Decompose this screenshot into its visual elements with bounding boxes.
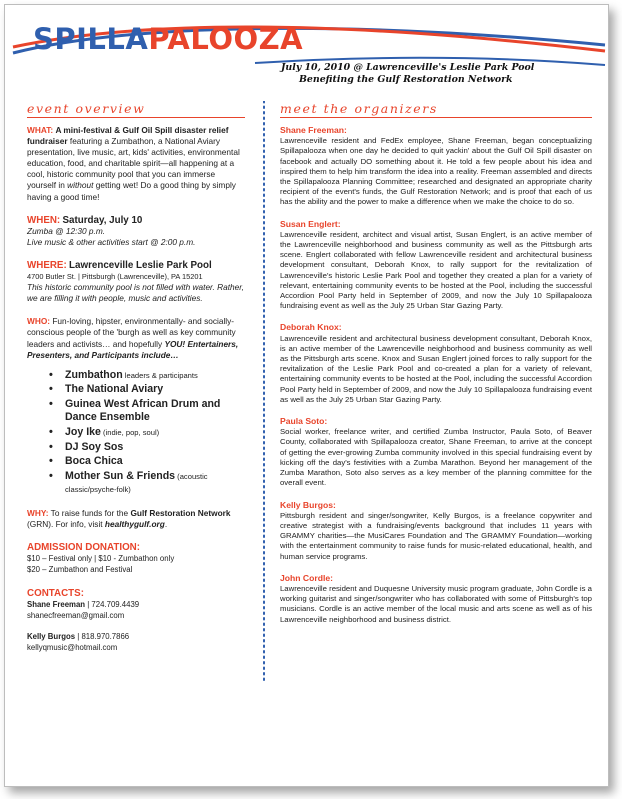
list-item: • Joy Ike (indie, pop, soul) (65, 426, 245, 440)
event-overview-column (27, 101, 245, 653)
organizer-paula-soto (280, 416, 592, 488)
where-note: This historic community pool is not filled with water. Rather, we are filling it with people, music and activities. (27, 282, 244, 304)
healthygulf-link[interactable]: healthygulf.org (104, 519, 165, 530)
contact-1-phone: | 724.709.4439 (85, 599, 140, 609)
what-bold: A mini-festival & Gulf Oil Spill disaster relief fundraiser (27, 125, 229, 147)
who-block (27, 316, 245, 360)
performer-list (27, 369, 245, 497)
list-item: • Boca Chica (65, 455, 245, 469)
contact-1-name: Shane Freeman (27, 599, 86, 609)
contacts-block (27, 588, 245, 653)
why-text-2: (GRN). For info, visit (27, 519, 105, 530)
what-label: WHAT: (27, 125, 54, 135)
why-block: WHY: To raise funds for the Gulf Restoration Network (GRN). For info, visit healthygulf.org. (27, 508, 231, 530)
where-label: WHERE: (27, 259, 67, 271)
where-value: Lawrenceville Leslie Park Pool (69, 259, 212, 271)
contact-2-phone: | 818.970.7866 (75, 631, 130, 641)
organizer-name: Deborah Knox: (280, 322, 342, 333)
organizer-name: Paula Soto: (280, 416, 328, 427)
why-text: To raise funds for the (48, 508, 131, 519)
organizer-deborah-knox (280, 322, 592, 405)
list-item: • The National Aviary (65, 383, 245, 397)
logo-part-1: SPILLA (33, 22, 149, 56)
who-text: Fun-loving, hipster, environmentally- and socially-conscious people of the 'burgh as well as key community leaders and activists… and hopefully (27, 316, 236, 349)
list-item: • Zumbathon leaders & participants (65, 369, 245, 383)
header (5, 5, 608, 105)
section-title-overview: event overview (27, 101, 245, 118)
organizer-bio: Pittsburgh resident and singer/songwriter, Kelly Burgos, is a freelance copywriter and creative strategist with a fundraising/events background that includes 11 years with GRAMMY charities—the MusiCares Foundation and The GRAMMY Foundation—working with the entertainment community to raise funds for music-related educational, health, and human service programs. (280, 510, 592, 561)
organizer-susan-englert (280, 219, 592, 312)
contact-1-email[interactable]: shanecfreeman@gmail.com (27, 610, 125, 620)
contact-2-name: Kelly Burgos (27, 631, 76, 641)
where-block (27, 260, 245, 304)
when-block (27, 215, 245, 248)
organizer-name: John Cordle: (280, 572, 333, 583)
column-divider (262, 101, 266, 683)
who-bold: YOU! Entertainers, Presenters, and Participants include… (27, 338, 239, 360)
logo-part-2: PALOOZA (148, 22, 304, 56)
when-label: WHEN: (27, 214, 61, 226)
admission-line-1: $10 – Festival only | $10 - Zumbathon only (27, 554, 175, 564)
when-line-2: Live music & other activities start @ 2:00 p.m. (27, 236, 196, 247)
organizer-bio: Lawrenceville resident and architectural business development consultant, Deborah Knox, is an active member of the Lawrenceville neighborhood and business community as well as the Pittsburgh arts scene. Knox and Susan Englert joined forces to rally support for the revitalization of the Leslie Park Pool and co-created a plan for a variety of relevant, entertaining community events to be hosted at the Pool, including the successful Accordion Pool Party held in September of 2009, and now the July 10 Spillapalooza fundraising event as well as the July 25 Urban Star Gazing Party. (280, 333, 592, 404)
why-label: WHY: (27, 508, 49, 519)
organizer-name: Kelly Burgos: (280, 499, 336, 510)
tagline-line-2: Benefiting the Gulf Restoration Network (299, 74, 513, 85)
what-text-2: getting wet! Do a good thing by simply having a good time! (27, 180, 236, 202)
where-address: 4700 Butler St. | Pittsburgh (Lawrenceville), PA 15201 (27, 272, 203, 282)
list-item: • Guinea West African Drum and Dance Ensemble (65, 398, 245, 425)
admission-label: ADMISSION DONATION: (27, 542, 141, 554)
list-item: • Mother Sun & Friends (acoustic classic/psyche-folk) (65, 470, 245, 497)
organizer-bio: Lawrenceville resident, architect and visual artist, Susan Englert, is an active member of the Lawrenceville neighborhood and business community as well as the Pittsburgh arts scene. Englert collaborated with fellow Lawrenceville resident and architectural business development consultant, Deborah Knox, to rally support for the revitalization of Lawrenceville's historic Leslie Park Pool and together they created a plan for a variety of relevant, entertaining community events to be hosted at the Pool, including the successful Accordion Pool Party held in September of 2009, and now the July 10 Spillapalooza fundraising event as well as the July 25 Urban Star Gazing Party. (280, 229, 592, 311)
organizer-bio: Social worker, freelance writer, and certified Zumba Instructor, Paula Soto, of Beaver County, collaborated with Spillapalooza creator, Shane Freeman, to arrive at the concept of getting the ever-growing Zumba community involved in this special fundraising event by kicking off the day's festivities with a Zumba Marathon. Beyond her management of the Zumba Marathon, Soto also serves as a key member of the planning committee for the overall event. (280, 427, 592, 488)
organizer-shane-freeman (280, 125, 592, 208)
who-label: WHO: (27, 316, 51, 327)
event-logo (33, 23, 303, 55)
admission-block (27, 542, 245, 575)
organizer-name: Shane Freeman: (280, 125, 347, 135)
organizer-bio: Lawrenceville resident and Duquesne University music program graduate, John Cordle is a working guitarist and singer/songwriter who has collaborated with some of Pittsburgh's top musicians. Cordle is an active member of the local music and arts scene as well as of his Lawrenceville neighborhood and business district. (280, 583, 592, 624)
contacts-label: CONTACTS: (27, 587, 84, 599)
when-value: Saturday, July 10 (62, 214, 143, 226)
what-text: featuring a Zumbathon, a National Aviary presentation, live music, art, kids' activities, environmental education, food, and charitable spirit—all happening at a cool, historic community pool that you can immerse yourself in (27, 136, 240, 191)
organizer-name: Susan Englert: (280, 218, 341, 229)
tagline (281, 62, 591, 86)
contact-2-email[interactable]: kellyqmusic@hotmail.com (27, 642, 118, 652)
why-bold: Gulf Restoration Network (130, 508, 231, 519)
section-title-organizers: meet the organizers (280, 101, 592, 118)
organizers-column (280, 101, 592, 636)
what-block (27, 125, 245, 203)
when-line-1: Zumba @ 12:30 p.m. (27, 225, 106, 236)
admission-line-2: $20 – Zumbathon and Festival (27, 565, 133, 575)
flyer-page (4, 4, 609, 787)
list-item: • DJ Soy Sos (65, 441, 245, 455)
what-italic: without (67, 180, 94, 191)
organizer-john-cordle (280, 573, 592, 625)
organizer-bio: Lawrenceville resident and FedEx employee, Shane Freeman, began conceptualizing Spillapalooza when one day he decided to quit yackin' about the Gulf Oil Spill disaster on facebook and actually DO something about it. He told a few people about his idea and inspired them to help him transform the idea into a reality. Freeman assembled and directs the Spillapalooza Planning Committee; researched and designated an appropriate charity recipient of the event's funds, the Gulf Restoration Network; and is proof that each of us has the ability and the power to make a difference when we make the choice to do so. (280, 136, 592, 207)
organizer-kelly-burgos (280, 500, 592, 562)
tagline-line-1: July 10, 2010 @ Lawrenceville's Leslie Park Pool (281, 62, 535, 73)
